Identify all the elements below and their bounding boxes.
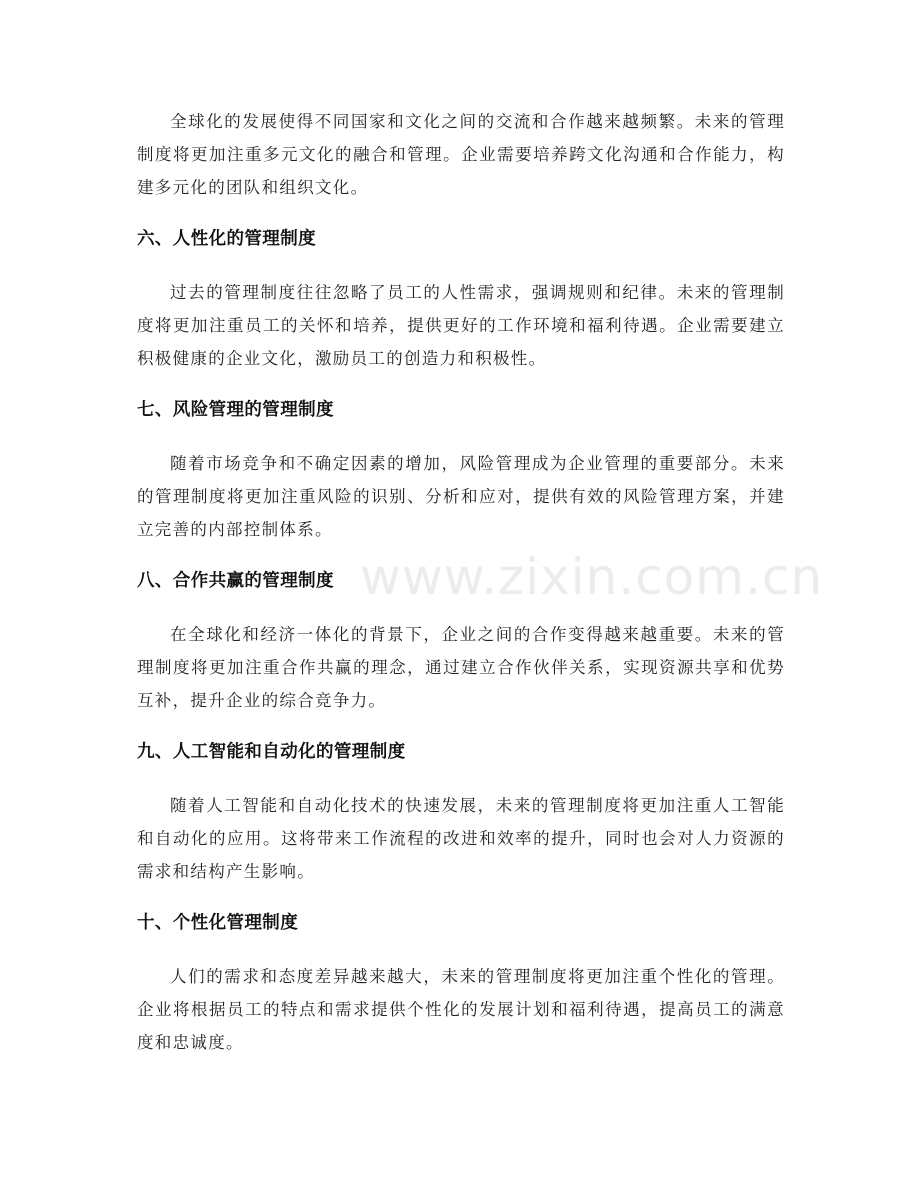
section-heading-8: 八、合作共赢的管理制度	[137, 571, 334, 591]
section-heading-9: 九、人工智能和自动化的管理制度	[137, 742, 406, 762]
watermark: www.zixin.com.cn	[360, 548, 824, 606]
section-paragraph-10: 人们的需求和态度差异越来越大，未来的管理制度将更加注重个性化的管理。企业将根据员工的特点和需求提供个性化的发展计划和福利待遇，提高员工的满意度和忠诚度。	[137, 967, 785, 1052]
intro-paragraph: 全球化的发展使得不同国家和文化之间的交流和合作越来越频繁。未来的管理制度将更加注重多元文化的融合和管理。企业需要培养跨文化沟通和合作能力，构建多元化的团队和组织文化。	[137, 112, 785, 197]
section-heading-10: 十、个性化管理制度	[137, 913, 299, 933]
section-paragraph-7: 随着市场竞争和不确定因素的增加，风险管理成为企业管理的重要部分。未来的管理制度将更加注重风险的识别、分析和应对，提供有效的风险管理方案，并建立完善的内部控制体系。	[137, 454, 785, 539]
section-paragraph-9: 随着人工智能和自动化技术的快速发展，未来的管理制度将更加注重人工智能和自动化的应用。这将带来工作流程的改进和效率的提升，同时也会对人力资源的需求和结构产生影响。	[137, 796, 785, 881]
section-paragraph-6: 过去的管理制度往往忽略了员工的人性需求，强调规则和纪律。未来的管理制度将更加注重员工的关怀和培养，提供更好的工作环境和福利待遇。企业需要建立积极健康的企业文化，激励员工的创造力和积极性。	[137, 283, 785, 368]
section-heading-7: 七、风险管理的管理制度	[137, 400, 334, 420]
section-heading-6: 六、人性化的管理制度	[137, 229, 316, 249]
document-body	[137, 105, 785, 1059]
section-paragraph-8: 在全球化和经济一体化的背景下，企业之间的合作变得越来越重要。未来的管理制度将更加注重合作共赢的理念，通过建立合作伙伴关系，实现资源共享和优势互补，提升企业的综合竞争力。	[137, 625, 785, 710]
